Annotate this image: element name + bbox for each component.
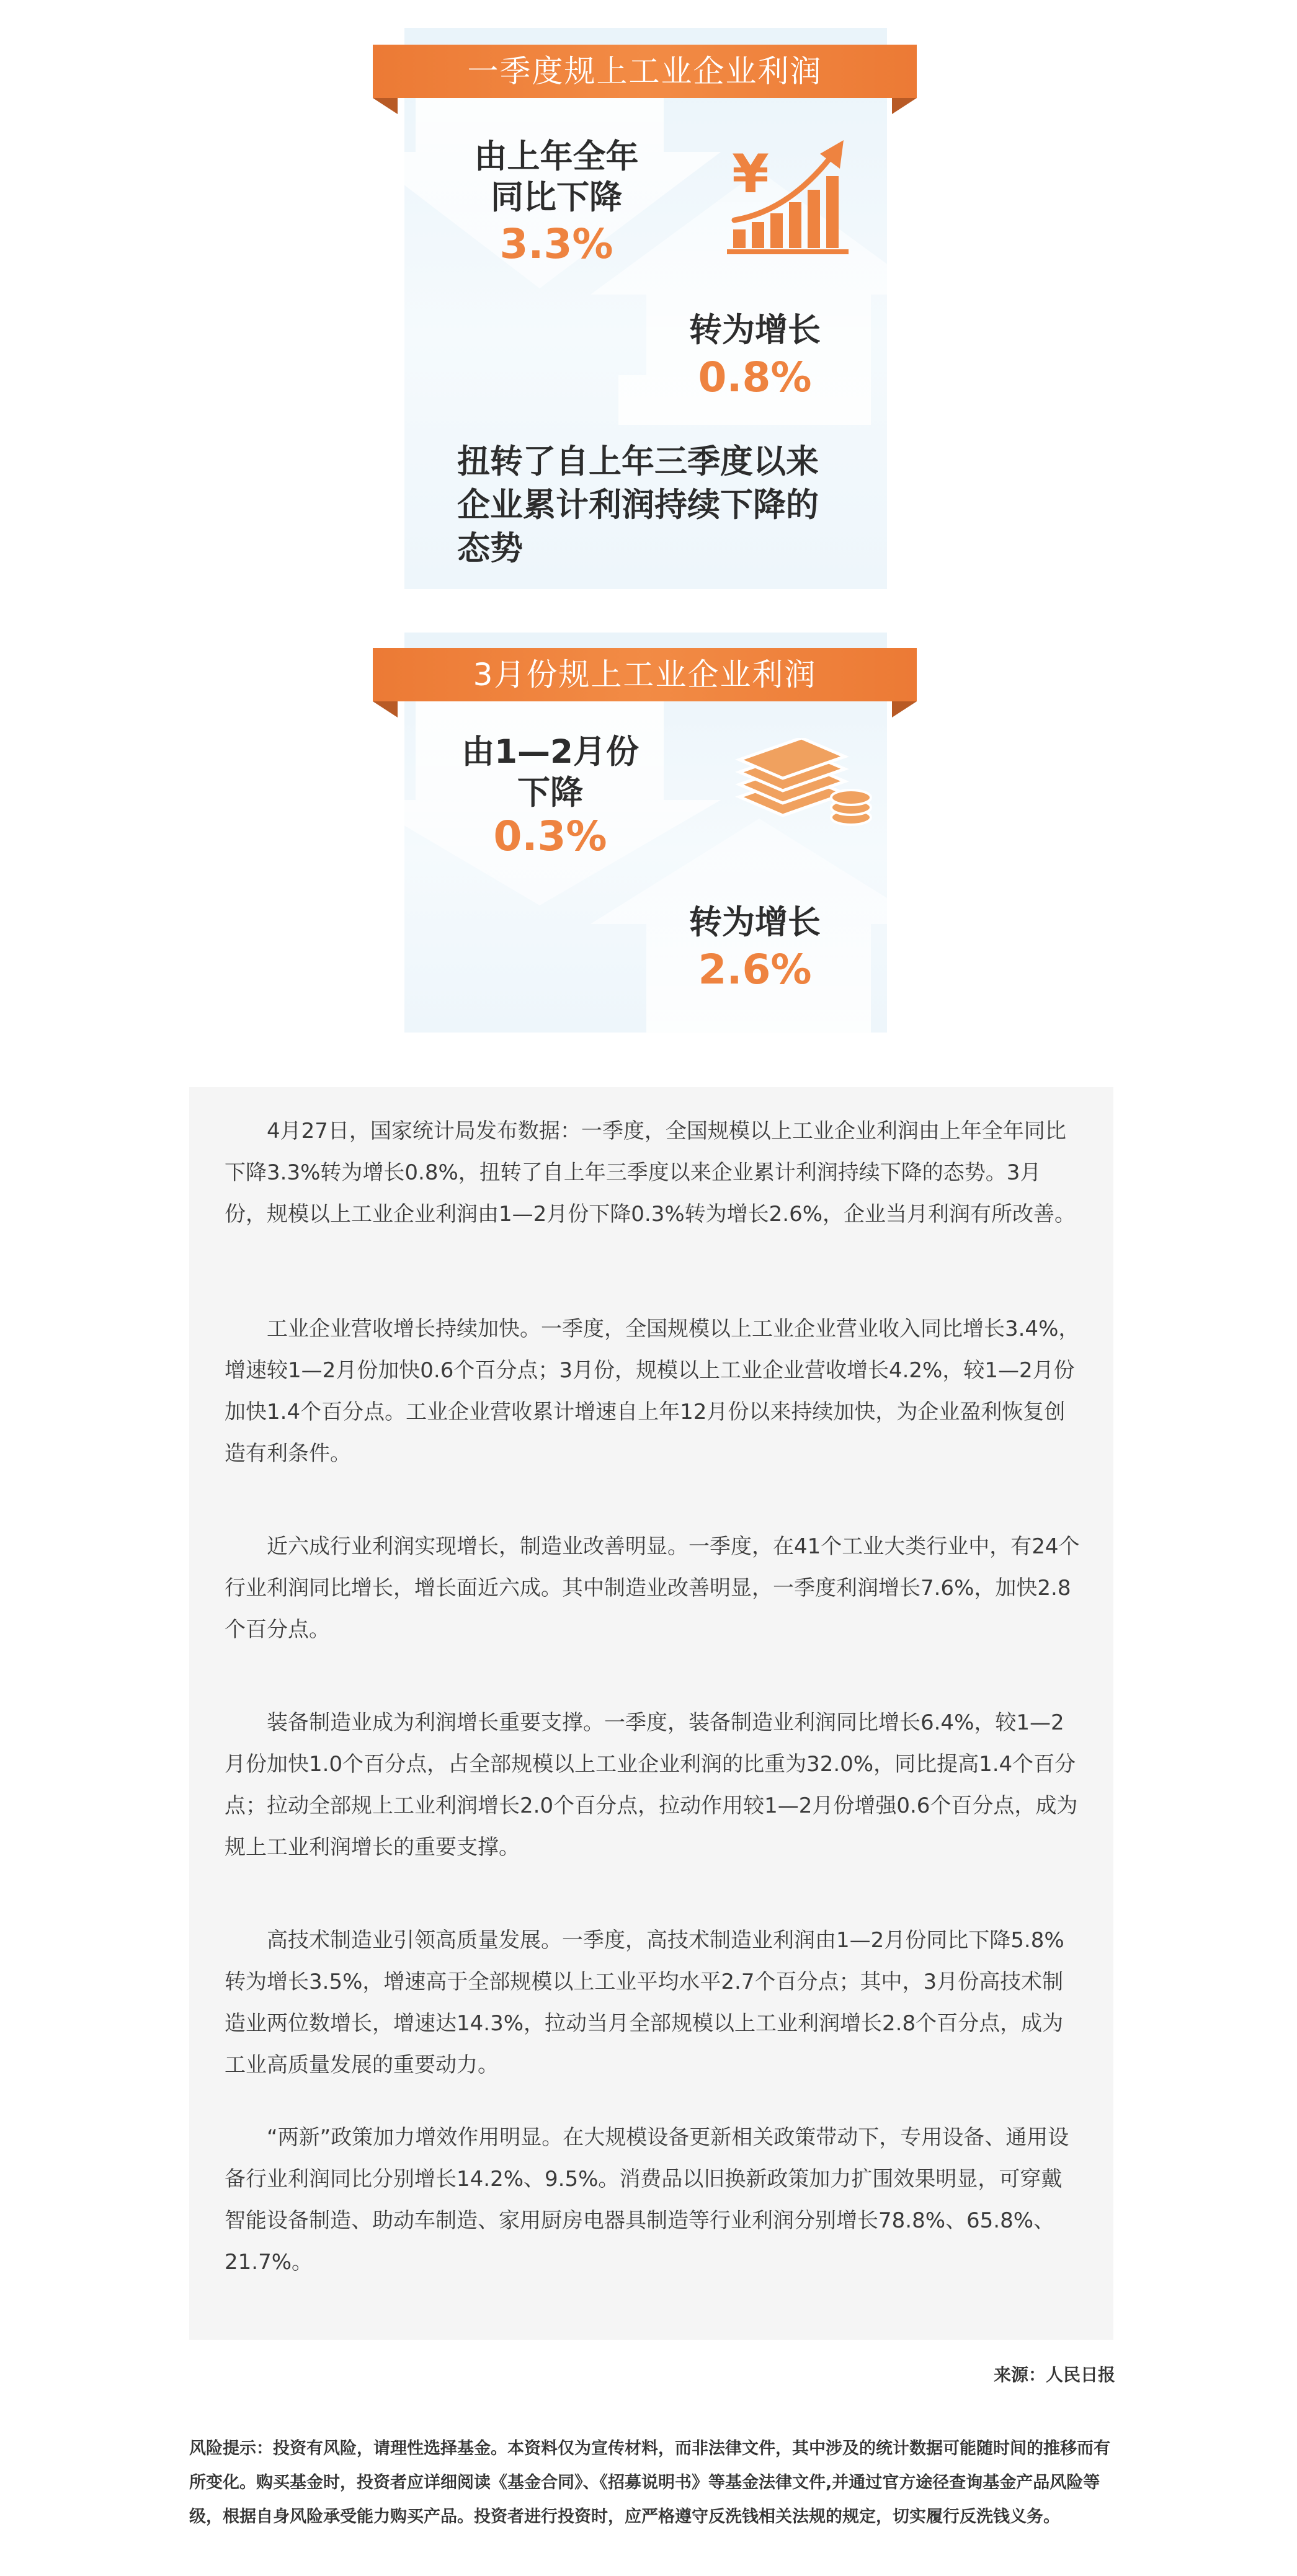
infographic-card-q1 bbox=[404, 28, 887, 589]
march-growth-value: 2.6% bbox=[698, 946, 812, 993]
banner-fold-left bbox=[373, 98, 398, 114]
q1-summary-line2: 企业累计利润持续下降的 bbox=[457, 486, 819, 524]
q1-summary-line1: 扭转了自上年三季度以来 bbox=[457, 443, 819, 481]
risk-notice: 风险提示：投资有风险，请理性选择基金。本资料仅为宣传材料，而非法律文件，其中涉及的统计数据可能随时间的推移而有所变化。购买基金时，投资者应详细阅读《基金合同》、《招募说明书》等基金法律文件,并通过官方途径查询基金产品风险等级，根据自身风险承受能力购买产品。投资者进行投资时，应严格遵守反洗钱相关法规的规定，切实履行反洗钱义务。 bbox=[189, 2439, 1110, 2526]
march-title: 3月份规上工业企业利润 bbox=[473, 657, 817, 693]
svg-text:¥: ¥ bbox=[732, 143, 769, 205]
march-decline-line1: 由1—2月份 bbox=[461, 733, 639, 771]
march-decline-text bbox=[429, 732, 671, 814]
q1-growth-value: 0.8% bbox=[698, 353, 812, 401]
march-decline-value: 0.3% bbox=[493, 812, 607, 860]
yuen-growth-chart-icon bbox=[727, 136, 863, 260]
banner-fold-right bbox=[892, 98, 917, 114]
paragraph-3: 近六成行业利润实现增长，制造业改善明显。一季度，在41个工业大类行业中，有24个行业利润同比增长，增长面近六成。其中制造业改善明显，一季度利润增长7.6%，加快2.8个百分点。 bbox=[225, 1534, 1080, 1642]
source-credit: 来源：人民日报 bbox=[993, 2365, 1115, 2385]
q1-decline-value: 3.3% bbox=[499, 220, 613, 268]
q1-title-banner bbox=[373, 45, 917, 107]
q1-growth-label: 转为增长 bbox=[689, 311, 821, 349]
paragraph-5: 高技术制造业引领高质量发展。一季度，高技术制造业利润由1—2月份同比下降5.8%转为增长3.5%，增速高于全部规模以上工业平均水平2.7个百分点；其中，3月份高技术制造业两位数增长，增速达14.3%，拉动当月全部规模以上工业利润增长2.8个百分点，成为工业高质量发展的重要动力。 bbox=[225, 1928, 1064, 2077]
paragraph-2: 工业企业营收增长持续加快。一季度，全国规模以上工业企业营业收入同比增长3.4%，增速较1—2月份加快0.6个百分点；3月份，规模以上工业企业营收增长4.2%，较1—2月份加快1.4个百分点。工业企业营收累计增速自上年12月份以来持续加快，为企业盈利恢复创造有利条件。 bbox=[225, 1317, 1080, 1466]
banner-fold-left bbox=[373, 701, 398, 717]
paragraph-1: 4月27日，国家统计局发布数据：一季度，全国规模以上工业企业利润由上年全年同比下降3.3%转为增长0.8%，扭转了自上年三季度以来企业累计利润持续下降的态势。3月份，规模以上工业企业利润由1—2月份下降0.3%转为增长2.6%，企业当月利润有所改善。 bbox=[225, 1119, 1076, 1227]
q1-decline-line2: 同比下降 bbox=[491, 179, 622, 216]
q1-decline-line1: 由上年全年 bbox=[474, 138, 639, 175]
q1-title: 一季度规上工业企业利润 bbox=[467, 53, 822, 89]
paragraph-4: 装备制造业成为利润增长重要支撑。一季度，装备制造业利润同比增长6.4%，较1—2月份加快1.0个百分点，占全部规模以上工业企业利润的比重为32.0%，同比提高1.4个百分点；拉动全部规上工业利润增长2.0个百分点，拉动作用较1—2月份增强0.6个百分点，成为规上工业利润增长的重要支撑。 bbox=[225, 1710, 1078, 1860]
article-body bbox=[189, 1087, 1113, 2340]
march-growth-label: 转为增长 bbox=[689, 904, 821, 941]
march-title-banner bbox=[373, 648, 917, 710]
money-stack-icon bbox=[733, 738, 876, 831]
banner-fold-right bbox=[892, 701, 917, 717]
q1-decline-text bbox=[442, 136, 671, 218]
march-decline-line2: 下降 bbox=[517, 774, 583, 812]
paragraph-6: “两新”政策加力增效作用明显。在大规模设备更新相关政策带动下，专用设备、通用设备行业利润同比分别增长14.2%、9.5%。消费品以旧换新政策加力扩围效果明显，可穿戴智能设备制造、助动车制造、家用厨房电器具制造等行业利润分别增长78.8%、65.8%、21.7%。 bbox=[225, 2125, 1069, 2275]
q1-summary-line3: 态势 bbox=[457, 530, 523, 567]
q1-summary-text bbox=[457, 440, 879, 571]
